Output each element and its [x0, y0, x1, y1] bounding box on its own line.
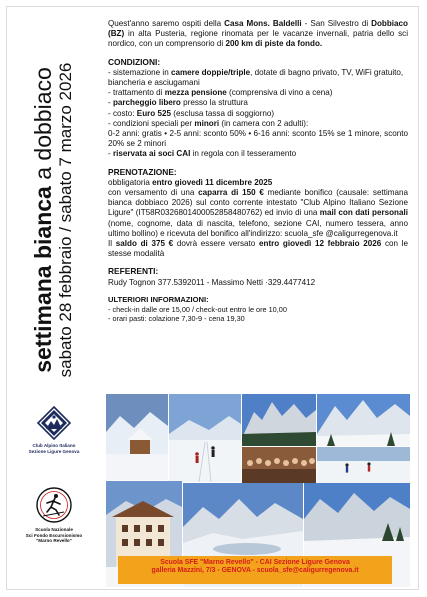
- booking-balance: Il saldo di 375 € dovrà essere versato entro giovedì 12 febbraio 2026 con le stesse modalità: [108, 239, 408, 259]
- footer-line-1: Scuola SFE "Marno Revello" - CAI Sezione Ligure Genova: [160, 559, 350, 566]
- info-checkin: - check-in dalle ore 15,00 / check-out entro le ore 10,00: [108, 305, 287, 315]
- footer-line-2: galleria Mazzini, 7/3 - GENOVA - scuola_sfe@caligurregenova.it: [151, 567, 359, 575]
- booking-heading: PRENOTAZIONE:: [108, 166, 177, 177]
- photo-cross-country: [169, 394, 241, 482]
- condition-item: - costo: Euro 525 (esclusa tassa di soggiorno): [108, 108, 275, 118]
- photo-dolomites: [242, 394, 316, 446]
- info-heading: ULTERIORI INFORMAZIONI:: [108, 294, 209, 304]
- photo-group-dinner: [242, 447, 316, 483]
- booking-deadline: obbligatoria entro giovedì 11 dicembre 2025: [108, 177, 273, 187]
- photo-skiers: [317, 447, 410, 483]
- condition-item: - condizioni speciali per minori (in camera con 2 adulti):: [108, 118, 309, 128]
- skier-emblem-icon: [34, 485, 74, 525]
- conditions-heading: CONDIZIONI:: [108, 56, 161, 67]
- intro-paragraph: Quest'anno saremo ospiti della Casa Mons. Baldelli - San Silvestro di Dobbiaco (BZ) in alta Pusteria, regione rinomata per le vacanze invernali, patria dello sci nordico, con un comprensorio di 200 km di piste da fondo.: [108, 19, 408, 49]
- cai-caption: Club Alpino Italiano Sezione Ligure Genova: [28, 443, 80, 454]
- main-text-column: [108, 19, 408, 330]
- booking-deposit: con versamento di una caparra di 150 € mediante bonifico (causale: settimana bianca dobbiaco 2026) sul conto corrente intestato "Club Alpino Italiano Sezione Ligure" (IT58R0326801400052858480762) ed invio di una mail con dati personali (nome, cognome, data di nascita, telefono, sezione CAI, numero tessera, anno ultimo bollino) e ricevuta del bonifico all'indirizzo: scuola_sfe @caligurregenova.it: [108, 188, 408, 238]
- title-line-2: sabato 28 febbraio / sabato 7 marzo 2026: [56, 62, 75, 378]
- info-section: [108, 295, 408, 324]
- info-meals: - orari pasti: colazione 7,30-9 - cena 19,30: [108, 314, 245, 324]
- conditions-section: [108, 57, 408, 160]
- condition-item: - parcheggio libero presso la struttura: [108, 98, 248, 108]
- photo-snowy-hut: [106, 394, 168, 480]
- footer-banner: [118, 556, 392, 584]
- condition-item: - sistemazione in camere doppie/triple, dotate di bagno privato, TV, WiFi gratuito, biancheria e asciugamani: [108, 67, 404, 88]
- condition-item: - riservata ai soci CAI in regola con il tesseramento: [108, 149, 297, 159]
- cai-logo: [24, 405, 84, 454]
- condition-item: - trattamento di mezza pensione (comprensiva di vino a cena): [108, 88, 333, 98]
- school-logo: [22, 485, 86, 544]
- contacts-heading: REFERENTI:: [108, 266, 159, 277]
- contacts-section: [108, 266, 408, 287]
- condition-item: 0-2 anni: gratis • 2-5 anni: sconto 50% • 6-16 anni: sconto 15% se 1 minore, sconto 20% se 2 minori: [108, 129, 408, 149]
- vertical-title: [10, 55, 96, 385]
- booking-section: [108, 167, 408, 260]
- title-line-1: settimana bianca a dobbiaco: [30, 67, 56, 373]
- school-caption: Scuola Nazionale Sci Fondo Escursionismo "Marno Revello": [25, 527, 83, 544]
- cai-emblem-icon: [36, 405, 72, 441]
- photo-mountain-panorama: [317, 394, 410, 446]
- contacts-text: Rudy Tognon 377.5392011 - Massimo Netti ·329.4477412: [108, 277, 316, 287]
